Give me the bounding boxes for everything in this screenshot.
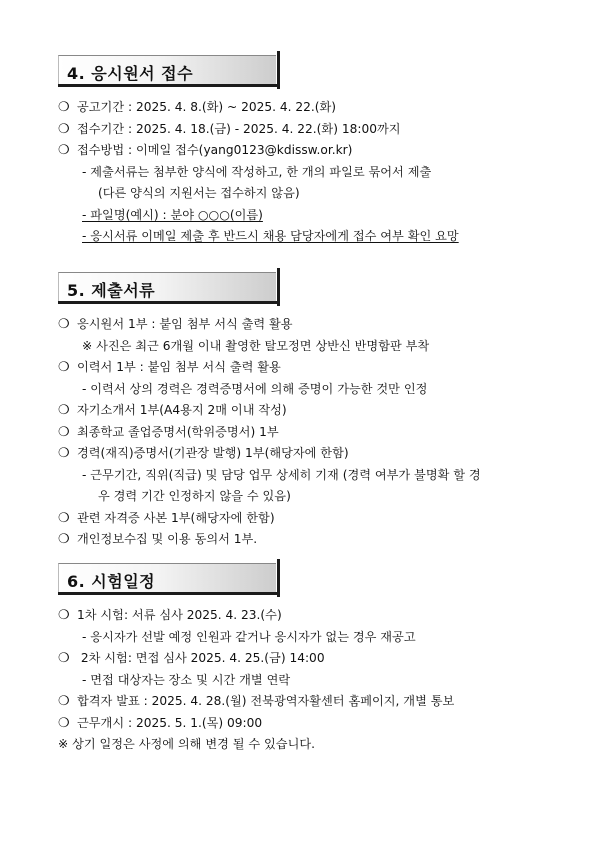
list-item	[58, 508, 548, 530]
circle-bullet-icon: ❍	[58, 317, 70, 332]
circle-bullet-icon: ❍	[58, 424, 70, 440]
list-item	[58, 97, 548, 119]
section-title: 5. 제출서류	[67, 281, 156, 300]
sub-item	[58, 336, 548, 358]
section-title: 6. 시험일정	[67, 572, 156, 591]
list-item	[58, 422, 548, 444]
list-item	[58, 400, 548, 422]
section-4	[58, 55, 548, 248]
sub-item-text: - 이력서 상의 경력은 경력증명서에 의해 증명이 가능한 것만 인정	[82, 381, 428, 396]
section-5	[58, 272, 548, 551]
sub-item	[58, 226, 548, 248]
list-item-text: 합격자 발표 : 2025. 4. 28.(월) 전북광역자활센터 홈페이지, 개별 통보	[77, 694, 455, 708]
circle-bullet-icon: ❍	[58, 694, 70, 709]
list-item-text: 자기소개서 1부(A4용지 2매 이내 작성)	[77, 403, 287, 417]
list-item-text: 개인정보수집 및 이용 동의서 1부.	[77, 532, 258, 546]
sub-item-text: ※ 사진은 최근 6개월 이내 촬영한 탈모정면 상반신 반명함판 부착	[82, 338, 430, 353]
sub-item-text: 우 경력 기간 인정하지 않을 수 있음)	[98, 489, 291, 503]
sub-item	[58, 205, 548, 227]
sub-item	[58, 670, 548, 692]
sub-item	[58, 627, 548, 649]
list-item	[58, 140, 548, 162]
list-item-text: 접수방법 : 이메일 접수(yang0123@kdissw.or.kr)	[77, 143, 353, 157]
note-text: ※ 상기 일정은 사정에 의해 변경 될 수 있습니다.	[58, 737, 315, 751]
sub-item-text: - 근무기간, 직위(직급) 및 담당 업무 상세히 기재 (경력 여부가 불명확 할 경	[82, 467, 481, 482]
circle-bullet-icon: ❍	[58, 608, 70, 623]
sub-item-text: - 응시자가 선발 예정 인원과 같거나 응시자가 없는 경우 재공고	[82, 629, 416, 644]
list-item-text: 1차 시험: 서류 심사 2025. 4. 23.(수)	[77, 608, 282, 622]
list-item-text: 응시원서 1부 : 붙임 첨부 서식 출력 활용	[77, 317, 293, 331]
circle-bullet-icon: ❍	[58, 360, 70, 375]
circle-bullet-icon: ❍	[58, 651, 70, 666]
circle-bullet-icon: ❍	[58, 121, 70, 137]
sub-item	[58, 465, 548, 487]
circle-bullet-icon: ❍	[58, 403, 70, 418]
list-item	[58, 605, 548, 627]
section-heading-box	[58, 55, 276, 85]
list-item	[58, 713, 548, 735]
sub-item-text: - 응시서류 이메일 제출 후 반드시 채용 담당자에게 접수 여부 확인 요망	[82, 229, 459, 243]
list-item	[58, 529, 548, 551]
list-item-text: 접수기간 : 2025. 4. 18.(금) - 2025. 4. 22.(화) 18:00까지	[77, 121, 401, 136]
list-item-text: 근무개시 : 2025. 5. 1.(목) 09:00	[77, 715, 263, 730]
list-item-text: 2차 시험: 면접 심사 2025. 4. 25.(금) 14:00	[77, 651, 325, 665]
sub-item-text: - 파일명(예시) : 분야 ○○○(이름)	[82, 207, 263, 222]
section-title: 4. 응시원서 접수	[67, 64, 194, 83]
circle-bullet-icon: ❍	[58, 446, 70, 461]
list-item	[58, 119, 548, 141]
section-items	[58, 314, 548, 551]
list-item	[58, 691, 548, 713]
circle-bullet-icon: ❍	[58, 510, 70, 526]
circle-bullet-icon: ❍	[58, 532, 70, 547]
circle-bullet-icon: ❍	[58, 715, 70, 731]
sub-item	[58, 183, 548, 205]
list-item-text: 공고기간 : 2025. 4. 8.(화) ~ 2025. 4. 22.(화)	[77, 100, 337, 114]
list-item-text: 최종학교 졸업증명서(학위증명서) 1부	[77, 424, 279, 439]
sub-item	[58, 162, 548, 184]
circle-bullet-icon: ❍	[58, 143, 70, 158]
list-item-text: 관련 자격증 사본 1부(해당자에 한함)	[77, 510, 275, 525]
section-items	[58, 605, 548, 756]
section-6	[58, 563, 548, 756]
circle-bullet-icon: ❍	[58, 100, 70, 115]
section-heading-box	[58, 563, 276, 593]
list-item	[58, 357, 548, 379]
sub-item	[58, 379, 548, 401]
sub-item-text: (다른 양식의 지원서는 접수하지 않음)	[98, 186, 300, 200]
list-item	[58, 443, 548, 465]
sub-item-text: - 면접 대상자는 장소 및 시간 개별 연락	[82, 672, 291, 687]
list-item	[58, 314, 548, 336]
list-item-text: 경력(재직)증명서(기관장 발행) 1부(해당자에 한함)	[77, 446, 349, 460]
section-heading-box	[58, 272, 276, 302]
list-item-text: 이력서 1부 : 붙임 첨부 서식 출력 활용	[77, 360, 281, 374]
sub-item-text: - 제출서류는 첨부한 양식에 작성하고, 한 개의 파일로 묶어서 제출	[82, 164, 432, 179]
list-item	[58, 648, 548, 670]
section-items	[58, 97, 548, 248]
schedule-note	[58, 734, 548, 756]
sub-item	[58, 486, 548, 508]
